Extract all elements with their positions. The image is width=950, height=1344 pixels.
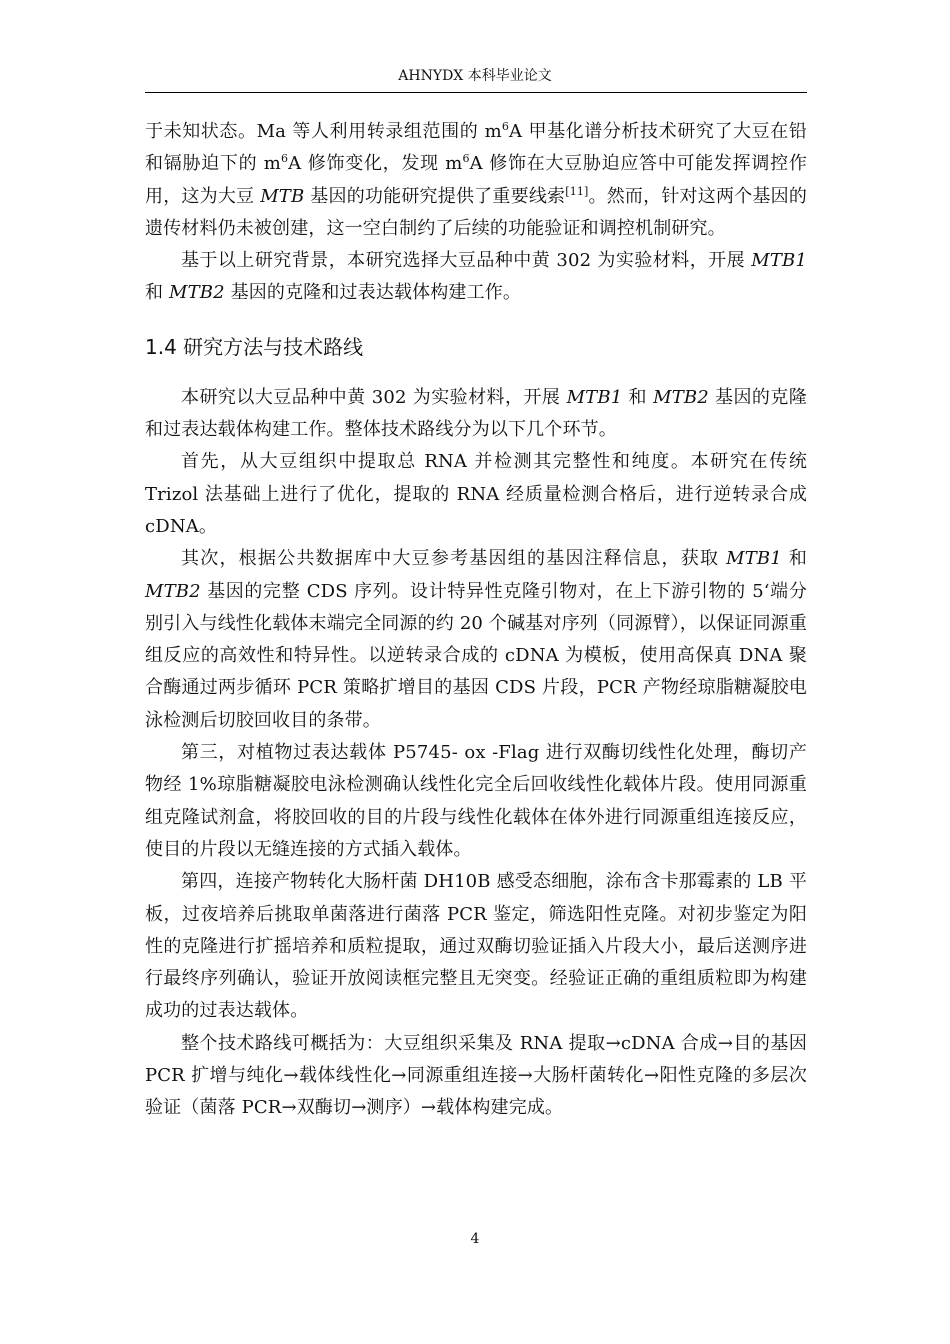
gene-name-mtb: MTB	[260, 185, 305, 207]
paragraph-4: 首先，从大豆组织中提取总 RNA 并检测其完整性和纯度。本研究在传统 Trizol 法基础上进行了优化，提取的 RNA 经质量检测合格后，进行逆转录合成 cDNA。	[145, 451, 807, 537]
p3-text-3: 基因的克隆和过表达载体构建工作。整体技术路线分为以下几个环节。	[145, 386, 808, 441]
paragraph-3	[145, 382, 807, 447]
p2-text-1: 基于以上研究背景，本研究选择大豆品种中黄 302 为实验材料，开展	[181, 250, 752, 272]
p5-text-2: 和	[781, 548, 807, 570]
gene-name-mtb2: MTB2	[653, 386, 709, 408]
gene-name-mtb1: MTB1	[566, 386, 623, 408]
gene-name-mtb1: MTB1	[751, 250, 807, 272]
p1-text-6: 。然而，针对这两个基因的遗传材料仍未被创建，这一空白制约了后续的功能验证和调控机制研究。	[145, 185, 807, 239]
p2-text-3: 基因的克隆和过表达载体构建工作。	[224, 282, 522, 304]
paragraph-1	[145, 116, 807, 245]
page-header: AHNYDX 本科毕业论文	[398, 68, 552, 84]
p1-text-3: A 修饰变化，发现 m	[288, 153, 463, 175]
paragraph-6: 第三，对植物过表达载体 P5745- ox -Flag 进行双酶切线性化处理，酶切产物经 1%琼脂糖凝胶电泳检测确认线性化完全后回收线性化载体片段。使用同源重组克隆试剂盒，将胶回收的目的片段与线性化载体在体外进行同源重组连接反应，使目的片段以无缝连接的方式插入载体。	[145, 742, 807, 860]
header-rule	[145, 92, 807, 93]
p1-text-2: A 甲基化谱分析技术研究了大豆在铅和镉胁迫下的 m	[145, 121, 807, 175]
p3-text-1: 本研究以大豆品种中黄 302 为实验材料，开展	[181, 386, 567, 408]
page-number: 4	[470, 1231, 480, 1247]
p1-sup-3: 6	[462, 152, 470, 166]
section-heading: 1.4 研究方法与技术路线	[145, 334, 364, 359]
p2-text-2: 和	[145, 282, 170, 304]
paragraph-8: 整个技术路线可概括为：大豆组织采集及 RNA 提取→cDNA 合成→目的基因 PCR 扩增与纯化→载体线性化→同源重组连接→大肠杆菌转化→阳性克隆的多层次验证（菌落 PCR→双酶切→测序）→载体构建完成。	[145, 1032, 807, 1119]
citation-11: [11]	[565, 184, 589, 198]
p1-text-5: 基因的功能研究提供了重要线索	[304, 185, 566, 207]
p5-text-1: 其次，根据公共数据库中大豆参考基因组的基因注释信息，获取	[181, 548, 727, 570]
paragraph-5	[145, 543, 807, 737]
gene-name-mtb2: MTB2	[145, 580, 201, 602]
p5-text-3: 基因的完整 CDS 序列。设计特异性克隆引物对，在上下游引物的 5‘端分别引入与线性化载体末端完全同源的约 20 个碱基对序列（同源臂），以保证同源重组反应的高效性和特异性。以逆转录合成的 cDNA 为模板，使用高保真 DNA 聚合酶通过两步循环 PCR 策略扩增目的基因 CDS 片段，PCR 产物经琼脂糖凝胶电泳检测后切胶回收目的条带。	[145, 580, 807, 731]
paragraph-7: 第四，连接产物转化大肠杆菌 DH10B 感受态细胞，涂布含卡那霉素的 LB 平板，过夜培养后挑取单菌落进行菌落 PCR 鉴定，筛选阳性克隆。对初步鉴定为阳性的克隆进行扩摇培养和质粒提取，通过双酶切验证插入片段大小，最后送测序进行最终序列确认，验证开放阅读框完整且无突变。经验证正确的重组质粒即为构建成功的过表达载体。	[145, 871, 807, 1022]
paragraph-2	[145, 245, 807, 310]
page-body	[145, 116, 807, 1125]
gene-name-mtb1: MTB1	[726, 548, 782, 570]
p1-sup-2: 6	[281, 152, 289, 166]
p1-sup-1: 6	[501, 120, 510, 133]
p1-text-4: A 修饰在大豆胁迫应答中可能发挥调控作用，这为大豆	[145, 153, 807, 207]
gene-name-mtb2: MTB2	[169, 282, 225, 304]
p3-text-2: 和	[622, 386, 654, 408]
p1-text-1: 于未知状态。Ma 等人利用转录组范围的 m	[145, 121, 502, 142]
